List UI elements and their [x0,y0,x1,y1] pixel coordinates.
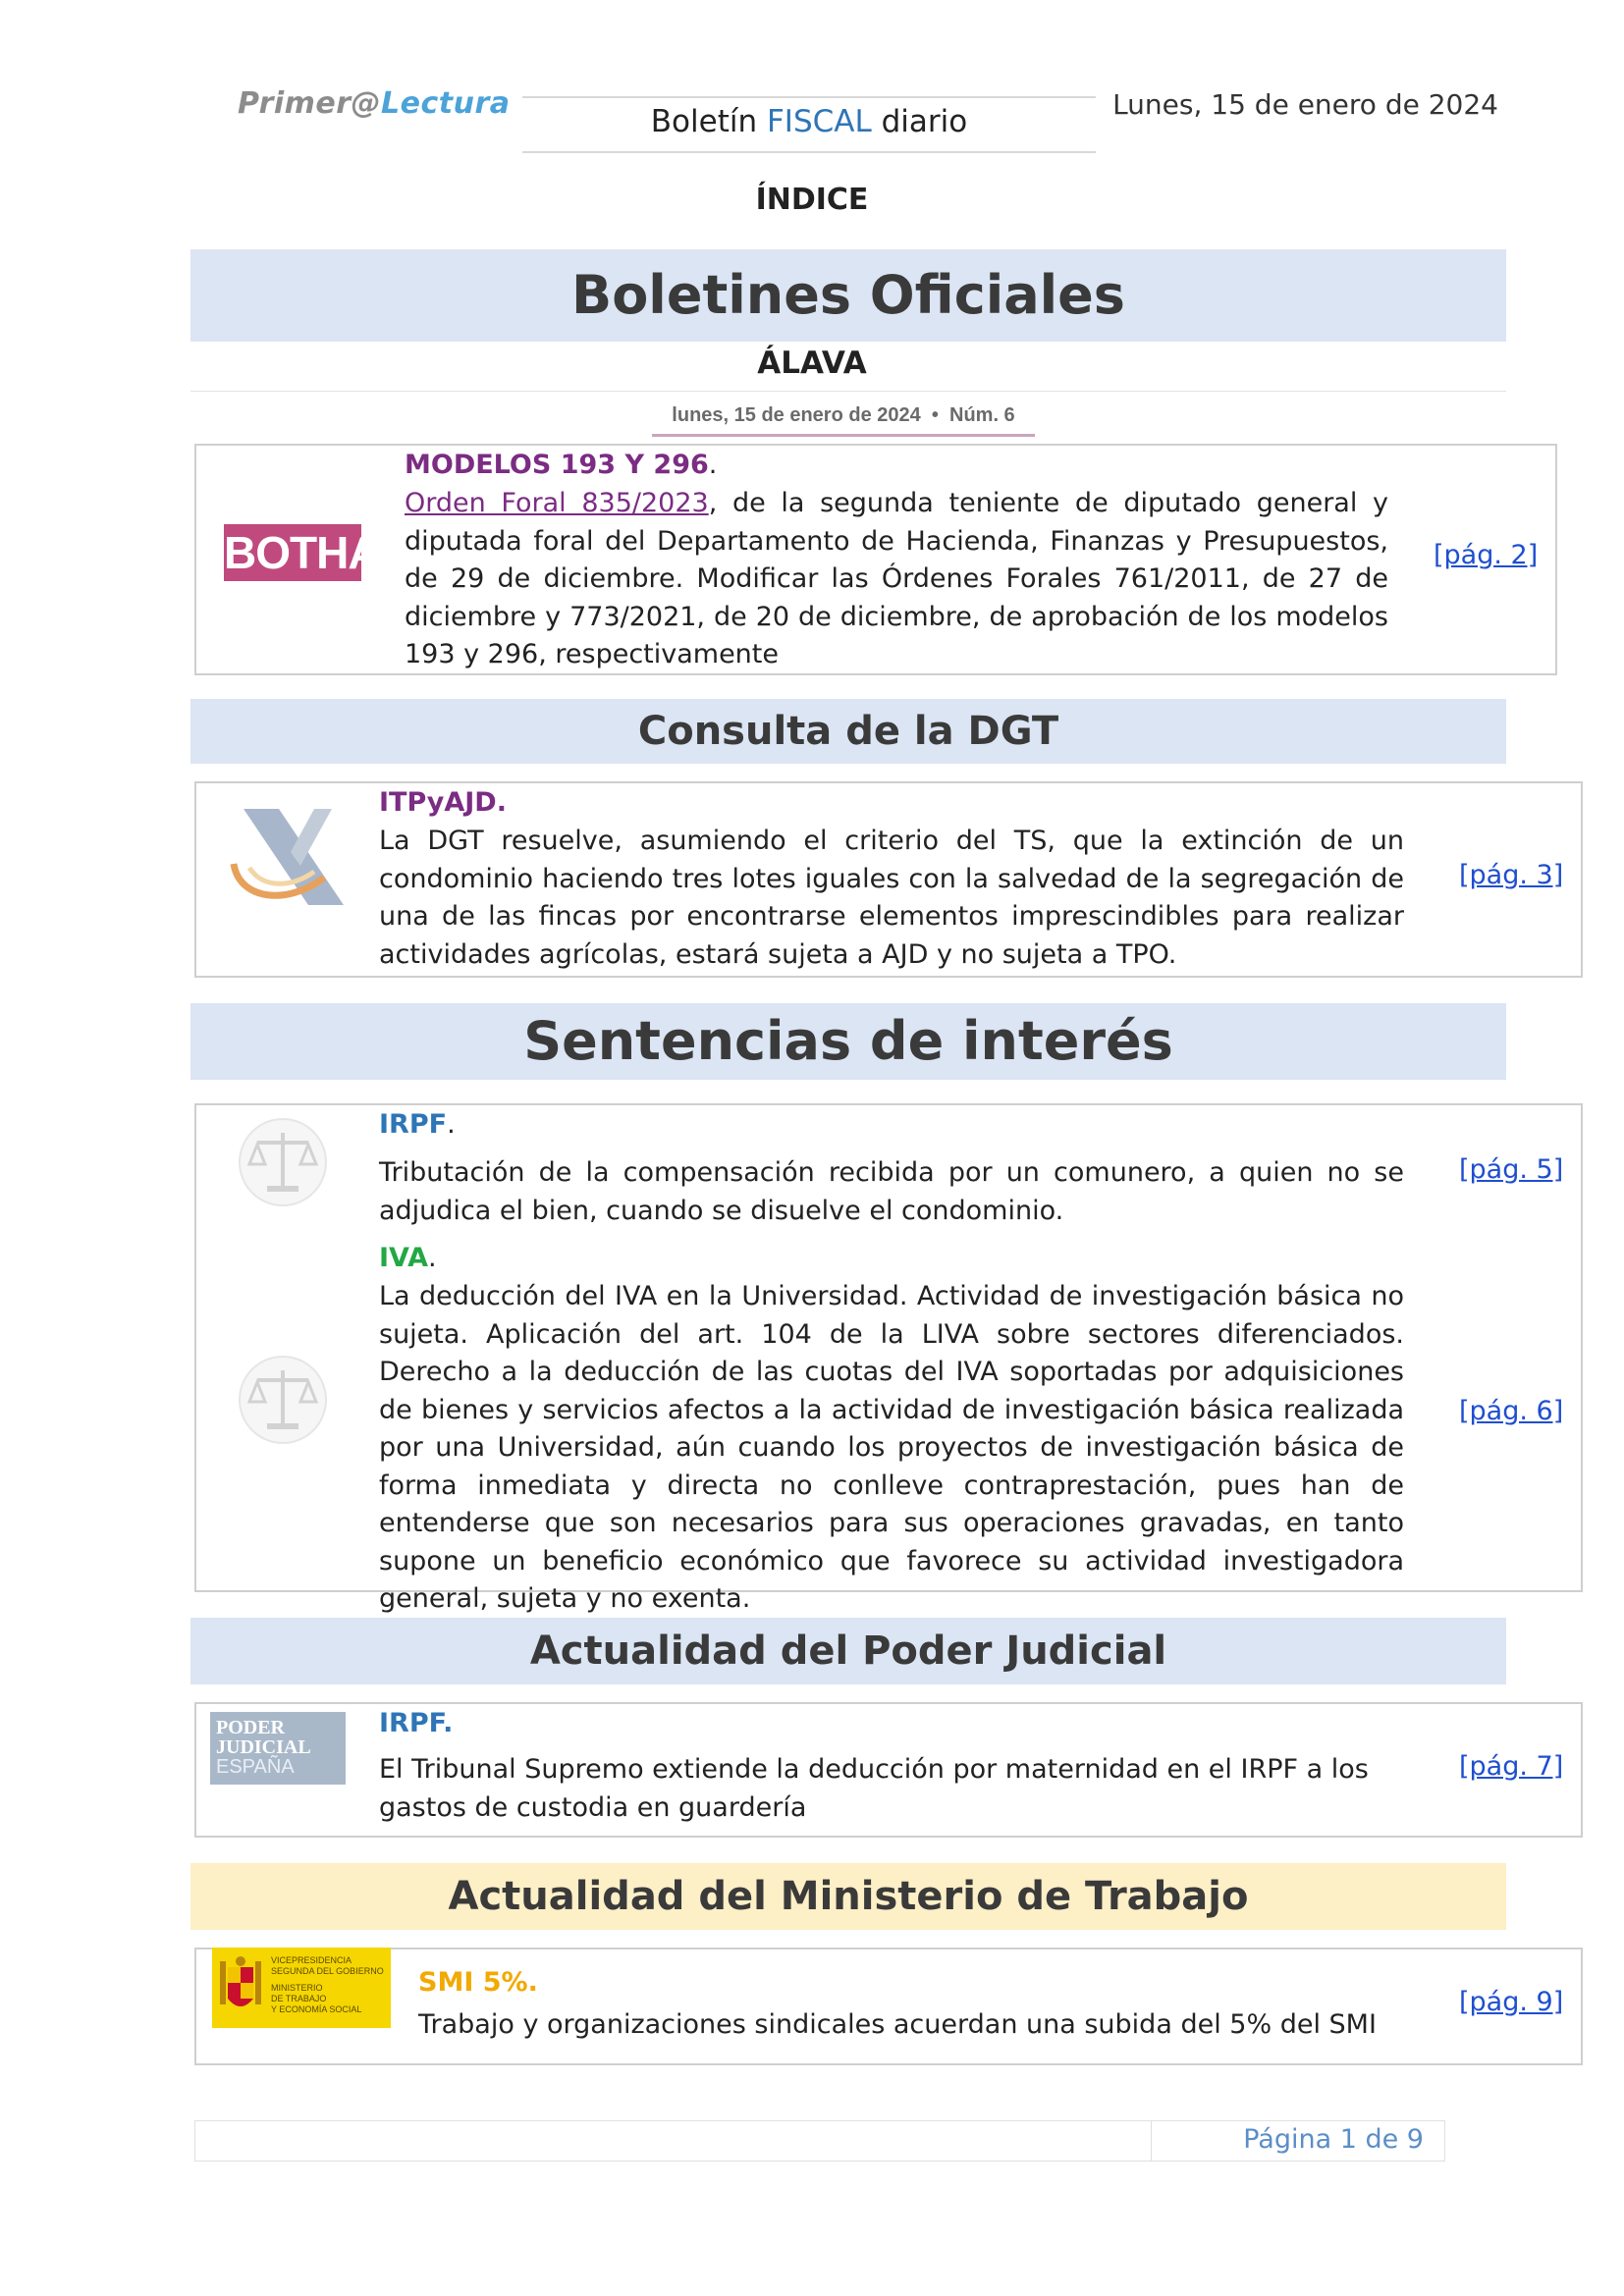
poder-judicial-logo: PODER JUDICIAL ESPAÑA [210,1712,346,1785]
entry-title: IVA. [379,1243,437,1273]
entry-title: IRPF. [379,1708,454,1738]
ministerio-logo [212,1948,391,2028]
page-link[interactable]: [pág. 3] [1459,860,1564,890]
bulletin-dateline: lunes, 15 de enero de 2024 • Núm. 6 [652,397,1035,437]
section-band-boletines: Boletines Oficiales [190,249,1506,342]
entry-text: Trabajo y organizaciones sindicales acuerdan una subida del 5% del SMI [418,2009,1377,2040]
province-label: ÁLAVA [757,346,867,381]
agencia-tributaria-icon [230,807,348,909]
section-band-sentencias: Sentencias de interés [190,1003,1506,1080]
entry-text: La deducción del IVA en la Universidad. Actividad de investigación básica no sujeta. Aplicación del art. 104 de la LIVA sobre sectores diferenciados. Derecho a la deducción de las cuotas del IVA soportadas por adquisiciones de bienes y servicios afectos a la actividad de investigación básica realizada por una Universidad, aún cuando los proyectos de investigación básica de forma inmediata y directa no conlleve contraprestación, pues han de entenderse que son necesarios para sus operaciones gravadas, en tanto supone un beneficio económico que favorece su actividad investigadora general, sujeta y no exenta. [379,1281,1404,1614]
header-title: Boletín FISCAL diario [650,104,968,139]
page-number: Página 1 de 9 [1243,2124,1424,2155]
entry-title: MODELOS 193 Y 296. [405,450,718,480]
page-link[interactable]: [pág. 2] [1434,540,1539,570]
page-link[interactable]: [pág. 9] [1459,1987,1564,2017]
section-band-dgt: Consulta de la DGT [190,699,1506,764]
header-date: Lunes, 15 de enero de 2024 [1112,88,1498,121]
footer-divider [1151,2120,1152,2162]
scales-of-justice-icon [234,1115,332,1209]
section-band-poder-judicial: Actualidad del Poder Judicial [190,1618,1506,1684]
entry-text: El Tribunal Supremo extiende la deducción por maternidad en el IRPF a los gastos de custodia en guardería [379,1754,1369,1823]
page-link[interactable]: [pág. 7] [1459,1751,1564,1782]
entry-text: La DGT resuelve, asumiendo el criterio del TS, que la extinción de un condominio haciendo tres lotes iguales con la salvedad de la segregación de una de las fincas por encontrarse elementos imprescindibles para realizar actividades agrícolas, estará sujeta a AJD y no sujeta a TPO. [379,826,1404,970]
brand-logo: Primer@Lectura [238,86,511,121]
scales-of-justice-icon [234,1353,332,1447]
entry-text: Tributación de la compensación recibida por un comunero, a quien no se adjudica el bien, cuando se disuelve el condominio. [379,1157,1404,1226]
index-heading: ÍNDICE [755,183,869,217]
page-link[interactable]: [pág. 5] [1459,1154,1564,1185]
page-link[interactable]: [pág. 6] [1459,1396,1564,1426]
ministerio-logo-text: VICEPRESIDENCIA SEGUNDA DEL GOBIERNO MINISTERIO DE TRABAJO Y ECONOMÍA SOCIAL [271,1955,384,2014]
entry-title: SMI 5%. [418,1967,538,1998]
entry-title: IRPF. [379,1109,456,1140]
coat-of-arms-icon [218,1955,263,2020]
section-band-ministerio: Actualidad del Ministerio de Trabajo [190,1863,1506,1930]
entry-text: Orden Foral 835/2023, de la segunda teniente de diputado general y diputada foral del Departamento de Hacienda, Finanzas y Presupuestos, de 29 de diciembre. Modificar las Órdenes Forales 761/2011, de 27 de diciembre y 773/2021, de 20 de diciembre, de aprobación de los modelos 193 y 296, respectivamente [405,488,1389,669]
orden-foral-link[interactable]: Orden Foral 835/2023 [405,488,709,518]
botha-logo: BOTHA [224,524,361,581]
entry-title: ITPyAJD. [379,787,507,818]
divider [190,391,1506,392]
